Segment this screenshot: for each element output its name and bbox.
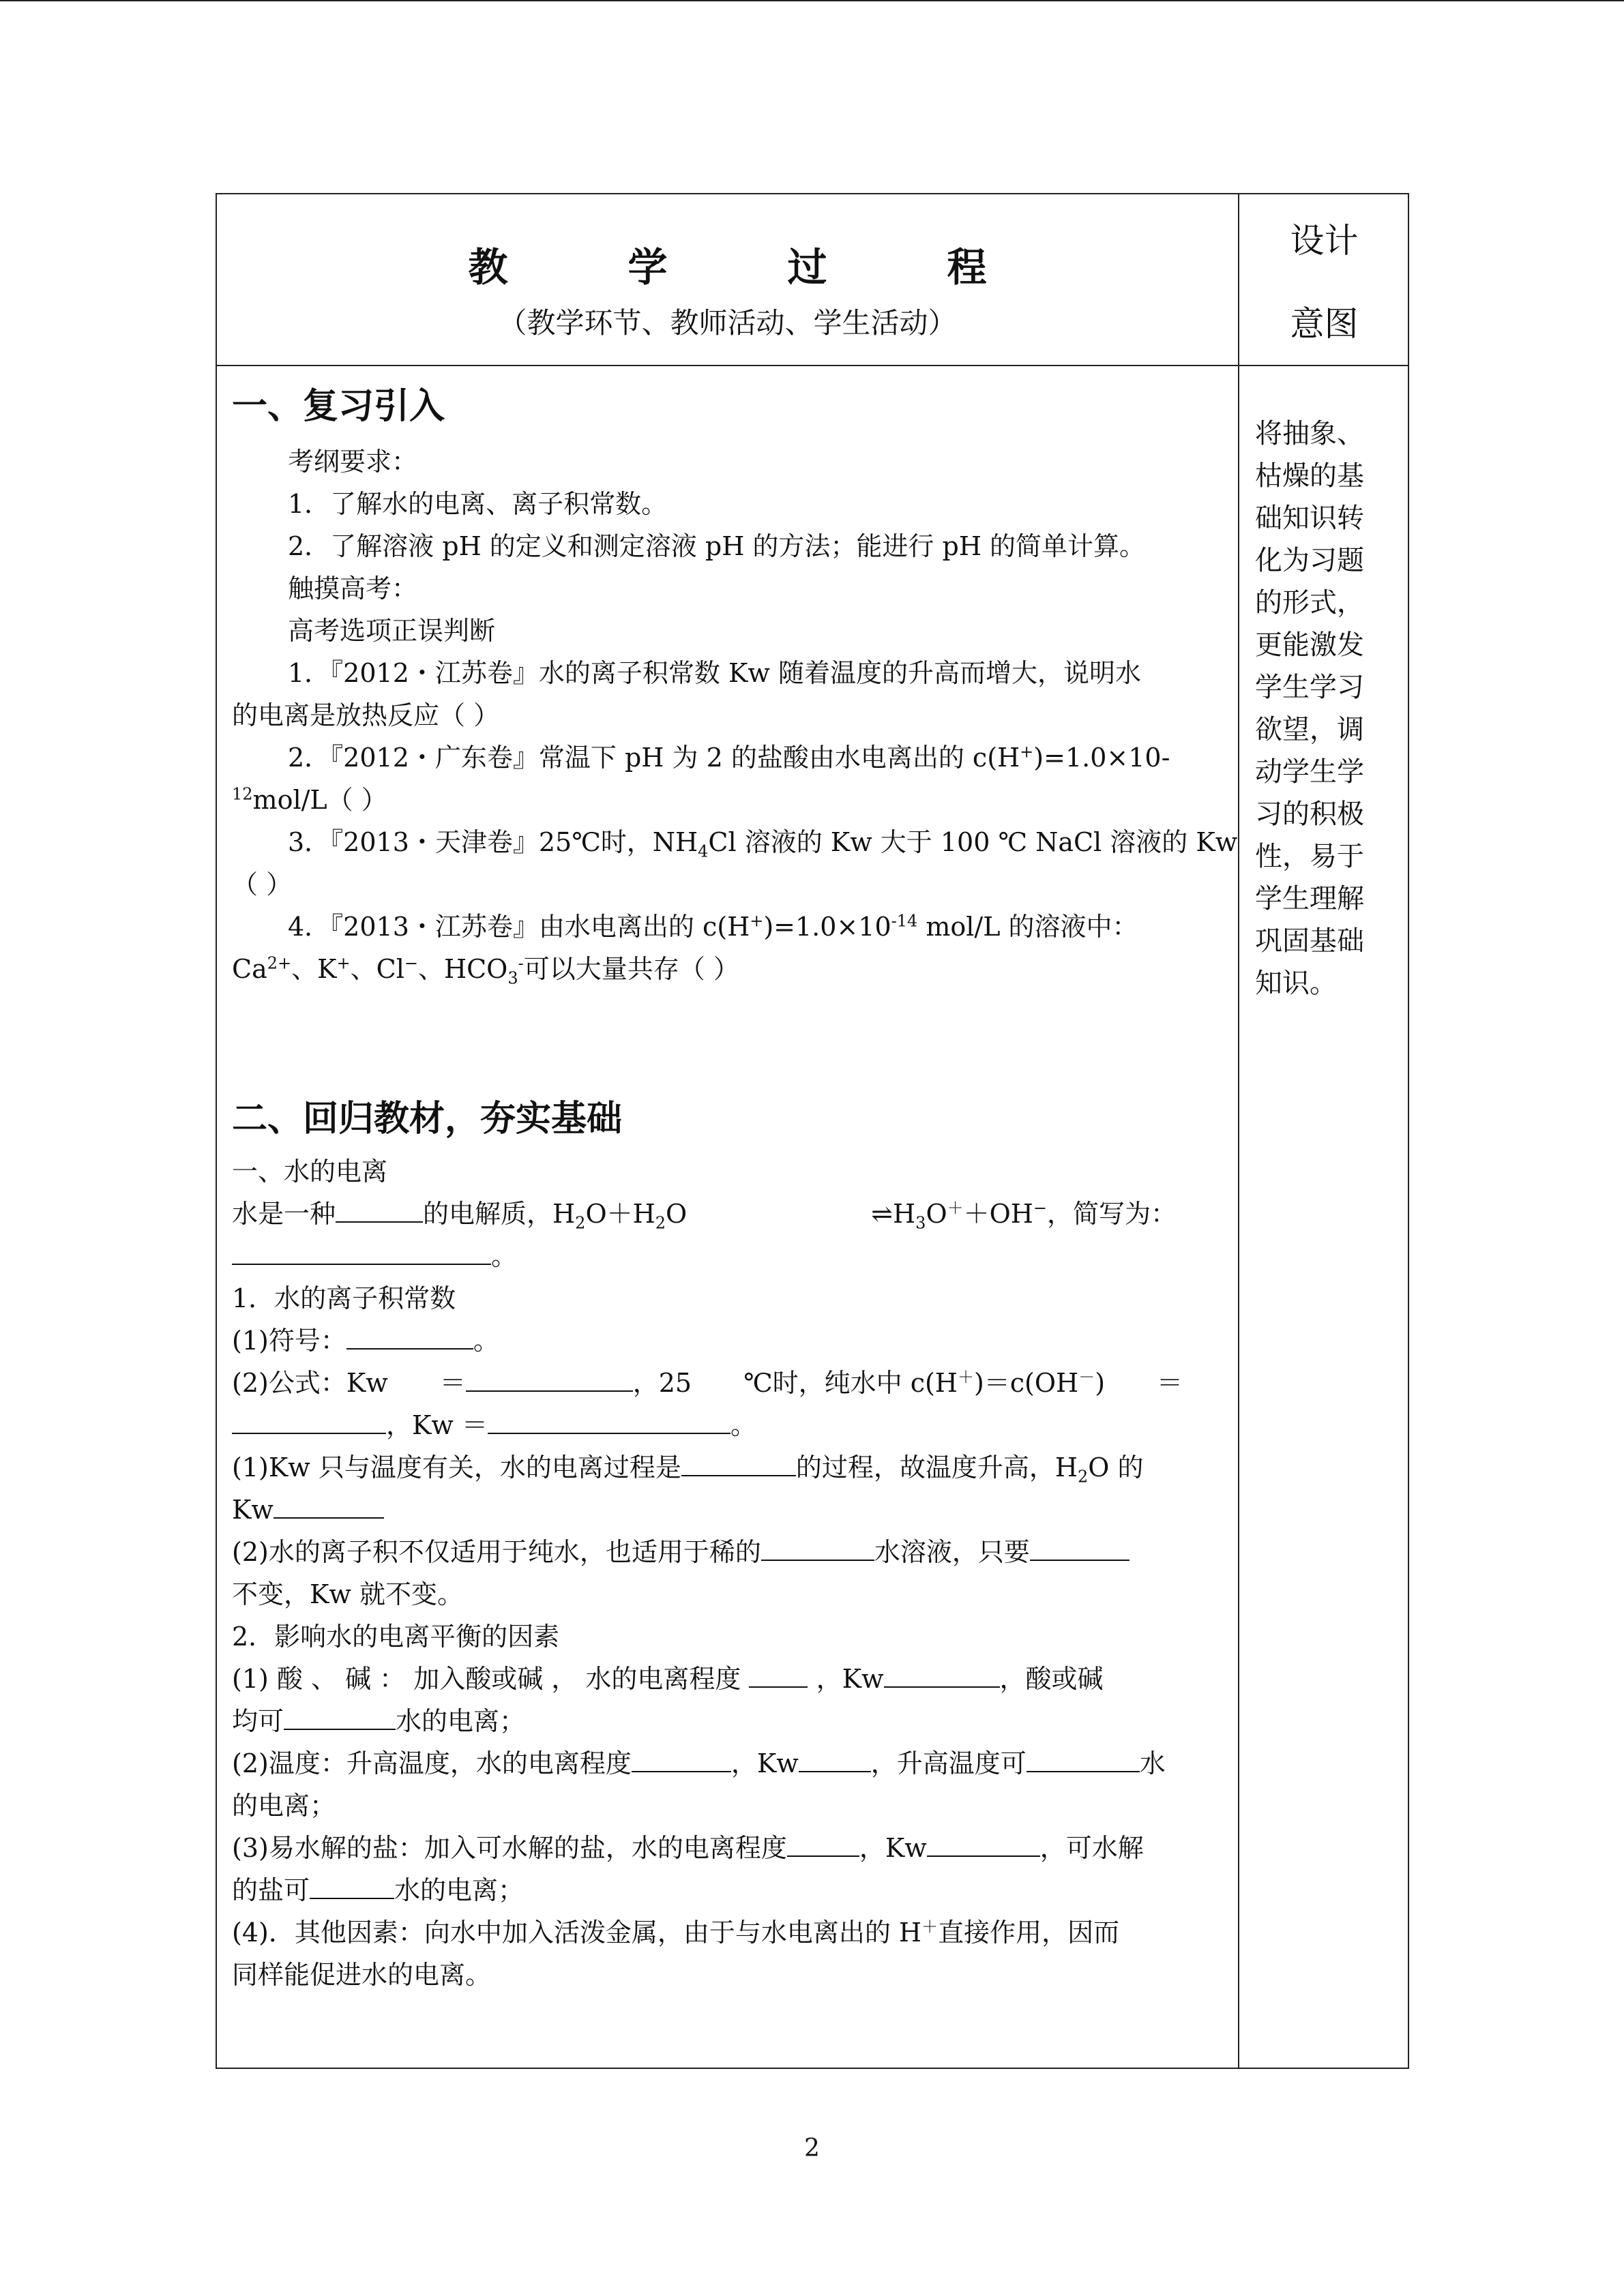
question-3: 3．『2013・天津卷』25℃时，$NH_4Cl$ 溶液的 Kw 大于 100 ℃ NaCl 溶液的 Kw	[288, 827, 1238, 861]
text-line: 2．了解溶液 pH 的定义和测定溶液 pH 的方法；能进行 pH 的简单计算。	[288, 531, 1146, 561]
fill-blank[interactable]	[284, 1705, 396, 1730]
text-line: 高考选项正误判断	[288, 616, 496, 646]
page-number: 2	[804, 2134, 820, 2162]
text-line: 2．影响水的电离平衡的因素	[232, 1622, 560, 1652]
table-header-title: 教 学 过 程	[468, 244, 987, 290]
design-intent-note	[1255, 413, 1391, 1004]
text-line: 同样能促进水的电离。	[232, 1960, 492, 1990]
text-line: (3)易水解的盐：加入可水解的盐，水的电离程度 ，Kw ，可水解	[232, 1833, 1144, 1863]
question-4: 4．『2013・江苏卷』由水电离出的 $c(H^+)=1.0\times 10^{-14}$ mol/L 的溶液中：	[288, 911, 1138, 942]
text-line: (2)公式：Kw ＝ ，25 ℃时，纯水中 c(H＋)＝c(OH－) ＝	[232, 1367, 1183, 1398]
section-basics-heading: 二、回归教材，夯实基础	[232, 1099, 623, 1139]
fill-blank[interactable]	[466, 1367, 633, 1392]
fill-blank[interactable]	[799, 1748, 871, 1772]
text-line: 触摸高考：	[288, 573, 418, 603]
note-line: 学生学习	[1255, 672, 1364, 703]
question-1-cont: 的电离是放热反应（ ）	[232, 700, 500, 730]
note-line: 习的积极	[1255, 799, 1364, 830]
text-line: ，Kw ＝ 。	[232, 1404, 1221, 1446]
text-line: 一、水的电离	[232, 1157, 388, 1187]
fill-blank[interactable]	[232, 1410, 386, 1434]
fill-blank[interactable]	[1030, 1536, 1130, 1561]
text-line: (4)．其他因素：向水中加入活泼金属，由于与水电离出的 H＋直接作用，因而	[232, 1917, 1120, 1948]
fill-blank[interactable]	[681, 1452, 796, 1476]
note-line: 枯燥的基	[1255, 460, 1364, 492]
question-1: 1．『2012・江苏卷』水的离子积常数 Kw 随着温度的升高而增大，说明水	[288, 658, 1141, 688]
text-line: 的盐可 水的电离；	[232, 1875, 525, 1905]
note-line: 知识。	[1255, 968, 1337, 999]
text-line: 1．了解水的电离、离子积常数。	[288, 489, 668, 519]
text-line: (1) 酸 、 碱 ： 加入酸或碱 ， 水的电离程度 ，Kw ，酸或碱	[232, 1664, 1104, 1694]
note-line: 性，易于	[1255, 841, 1364, 872]
fill-blank[interactable]	[884, 1663, 1000, 1688]
text-line: 考纲要求：	[288, 447, 418, 477]
question-2: 2．『2012・广东卷』常温下 pH 为 2 的盐酸由水电离出的 c(H+)=1.0×10-	[288, 742, 1170, 773]
fill-blank[interactable]	[761, 1536, 874, 1561]
fill-blank[interactable]	[1027, 1748, 1140, 1772]
question-3-cont: （ ）	[232, 869, 293, 899]
note-line: 动学生学	[1255, 756, 1364, 788]
note-line: 更能激发	[1255, 629, 1364, 661]
text-line: 水是一种 的电解质，$H_2O+H_2O$ $\rightleftharpoons H_3O^++OH^-$，简写为：	[232, 1198, 1177, 1233]
note-line: 的形式，	[1255, 587, 1364, 618]
top-rule	[0, 0, 1624, 1]
lesson-table	[216, 193, 1409, 2069]
text-line: Kw	[232, 1489, 1221, 1531]
text-line: 的电离；	[232, 1791, 336, 1821]
fill-blank[interactable]	[488, 1410, 730, 1434]
text-line: (2)温度：升高温度，水的电离程度 ，Kw ，升高温度可 水	[232, 1748, 1166, 1778]
fill-blank[interactable]	[787, 1832, 859, 1857]
note-line: 欲望，调	[1255, 714, 1364, 745]
fill-blank[interactable]	[346, 1325, 473, 1350]
fill-blank[interactable]	[310, 1875, 394, 1899]
column-divider	[1238, 194, 1239, 2068]
note-line: 化为习题	[1255, 545, 1364, 576]
note-line: 础知识转	[1255, 503, 1364, 534]
text-line: 1．水的离子积常数	[232, 1283, 456, 1313]
header-divider	[217, 365, 1408, 366]
design-intent-header-1: 设计	[1290, 221, 1359, 260]
section-review-heading: 一、复习引入	[232, 386, 445, 427]
text-line: 。	[232, 1235, 1221, 1277]
fill-blank[interactable]	[927, 1832, 1040, 1857]
text-line: 均可 水的电离；	[232, 1706, 526, 1736]
note-line: 学生理解	[1255, 883, 1364, 914]
fill-blank[interactable]	[632, 1748, 731, 1772]
text-line: (1)符号： 。	[232, 1326, 499, 1356]
question-2-cont: $^{12}$mol/L（ ）	[232, 784, 387, 815]
fill-blank[interactable]	[336, 1198, 423, 1223]
note-line: 巩固基础	[1255, 925, 1364, 957]
question-4-cont: $Ca^{2+}$、K+、Cl−、$HCO_3^-$可以大量共存（ ）	[232, 953, 739, 988]
fill-blank[interactable]	[749, 1663, 808, 1688]
fill-blank[interactable]	[232, 1240, 491, 1265]
text-line: 不变，Kw 就不变。	[232, 1579, 463, 1609]
design-intent-header-2: 意图	[1290, 304, 1359, 344]
note-line: 将抽象、	[1255, 418, 1364, 449]
table-header-subtitle: （教学环节、教师活动、学生活动）	[498, 306, 957, 340]
fill-blank[interactable]	[274, 1494, 384, 1519]
text-line: (2)水的离子积不仅适用于纯水，也适用于稀的 水溶液，只要	[232, 1531, 1221, 1573]
text-line: (1)Kw 只与温度有关，水的电离过程是 的过程，故温度升高，$H_2O$ 的	[232, 1452, 1144, 1487]
teaching-process-column	[232, 377, 1238, 1996]
